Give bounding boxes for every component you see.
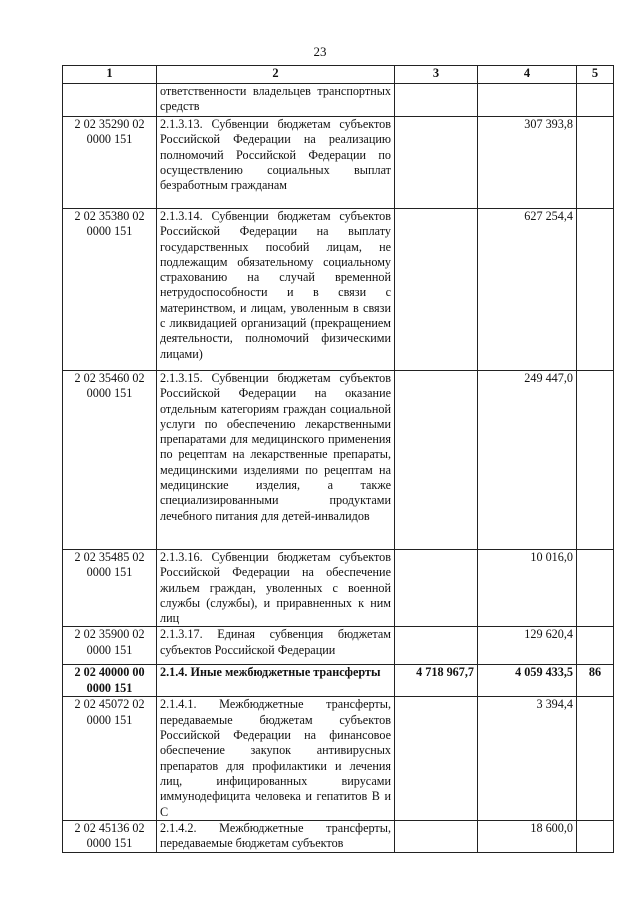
column-4-value: 249 447,0 — [478, 371, 577, 550]
description: 2.1.3.15. Субвенции бюджетам субъектов Российской Федерации на оказание отдельным категориям граждан социальной услуги по обеспечению лекарственными препаратами для медицинского применения по рецептам на лекарственные препараты, медицинскими изделиями по рецептам на медицинские изделия, а также специализированными продуктами лечебного питания для детей-инвалидов — [157, 371, 395, 550]
column-3-value — [395, 550, 478, 627]
description: ответственности владельцев транспортных средств — [157, 84, 395, 117]
budget-code: 2 02 40000 00 0000 151 — [63, 665, 157, 697]
column-3-value — [395, 209, 478, 371]
column-header: 4 — [478, 66, 577, 84]
header-row — [63, 66, 614, 84]
column-5-value: 86 — [577, 665, 614, 697]
column-5-value — [577, 820, 614, 852]
column-3-value — [395, 371, 478, 550]
description: 2.1.4.2. Межбюджетные трансферты, передаваемые бюджетам субъектов — [157, 820, 395, 852]
column-3-value — [395, 697, 478, 820]
column-4-value: 3 394,4 — [478, 697, 577, 820]
budget-code — [63, 84, 157, 117]
column-4-value: 129 620,4 — [478, 627, 577, 665]
table-row — [63, 84, 614, 117]
description: 2.1.3.17. Единая субвенция бюджетам субъектов Российской Федерации — [157, 627, 395, 665]
column-3-value — [395, 117, 478, 209]
budget-code: 2 02 35290 02 0000 151 — [63, 117, 157, 209]
column-4-value: 18 600,0 — [478, 820, 577, 852]
column-4-value: 4 059 433,5 — [478, 665, 577, 697]
description: 2.1.4. Иные межбюджетные трансферты — [157, 665, 395, 697]
table-row — [63, 627, 614, 665]
table-row — [63, 550, 614, 627]
column-header: 1 — [63, 66, 157, 84]
column-4-value — [478, 84, 577, 117]
column-header: 5 — [577, 66, 614, 84]
column-header: 3 — [395, 66, 478, 84]
column-4-value: 10 016,0 — [478, 550, 577, 627]
budget-code: 2 02 35460 02 0000 151 — [63, 371, 157, 550]
column-4-value: 627 254,4 — [478, 209, 577, 371]
column-5-value — [577, 627, 614, 665]
column-3-value — [395, 627, 478, 665]
column-3-value — [395, 820, 478, 852]
description: 2.1.3.13. Субвенции бюджетам субъектов Российской Федерации на реализацию полномочий Российской Федерации по осуществлению социальных выплат безработным гражданам — [157, 117, 395, 209]
column-5-value — [577, 697, 614, 820]
column-5-value — [577, 84, 614, 117]
column-5-value — [577, 117, 614, 209]
table-row — [63, 117, 614, 209]
column-4-value: 307 393,8 — [478, 117, 577, 209]
budget-code: 2 02 45072 02 0000 151 — [63, 697, 157, 820]
table-row — [63, 697, 614, 820]
column-3-value — [395, 84, 478, 117]
budget-table — [62, 65, 614, 853]
page-number: 23 — [313, 44, 327, 59]
budget-code: 2 02 45136 02 0000 151 — [63, 820, 157, 852]
description: 2.1.3.14. Субвенции бюджетам субъектов Российской Федерации на выплату государственных пособий лицам, не подлежащим обязательному социальному страхованию на случай временной нетрудоспособности и в связи с материнством, и лицам, уволенным в связи с ликвидацией организаций (прекращением деятельности, полномочий физическими лицами) — [157, 209, 395, 371]
column-header: 2 — [157, 66, 395, 84]
column-5-value — [577, 371, 614, 550]
column-5-value — [577, 550, 614, 627]
column-3-value: 4 718 967,7 — [395, 665, 478, 697]
budget-code: 2 02 35380 02 0000 151 — [63, 209, 157, 371]
budget-code: 2 02 35900 02 0000 151 — [63, 627, 157, 665]
description: 2.1.3.16. Субвенции бюджетам субъектов Российской Федерации на обеспечение жильем граждан, уволенных с военной службы (службы), и приравненных к ним лиц — [157, 550, 395, 627]
description: 2.1.4.1. Межбюджетные трансферты, передаваемые бюджетам субъектов Российской Федерации на финансовое обеспечение закупок антивирусных препаратов для профилактики и лечения лиц, инфицированных вирусами иммунодефицита человека и гепатитов В и С — [157, 697, 395, 820]
table-row — [63, 209, 614, 371]
budget-code: 2 02 35485 02 0000 151 — [63, 550, 157, 627]
table-row — [63, 820, 614, 852]
column-5-value — [577, 209, 614, 371]
table-row-total — [63, 665, 614, 697]
table-row — [63, 371, 614, 550]
